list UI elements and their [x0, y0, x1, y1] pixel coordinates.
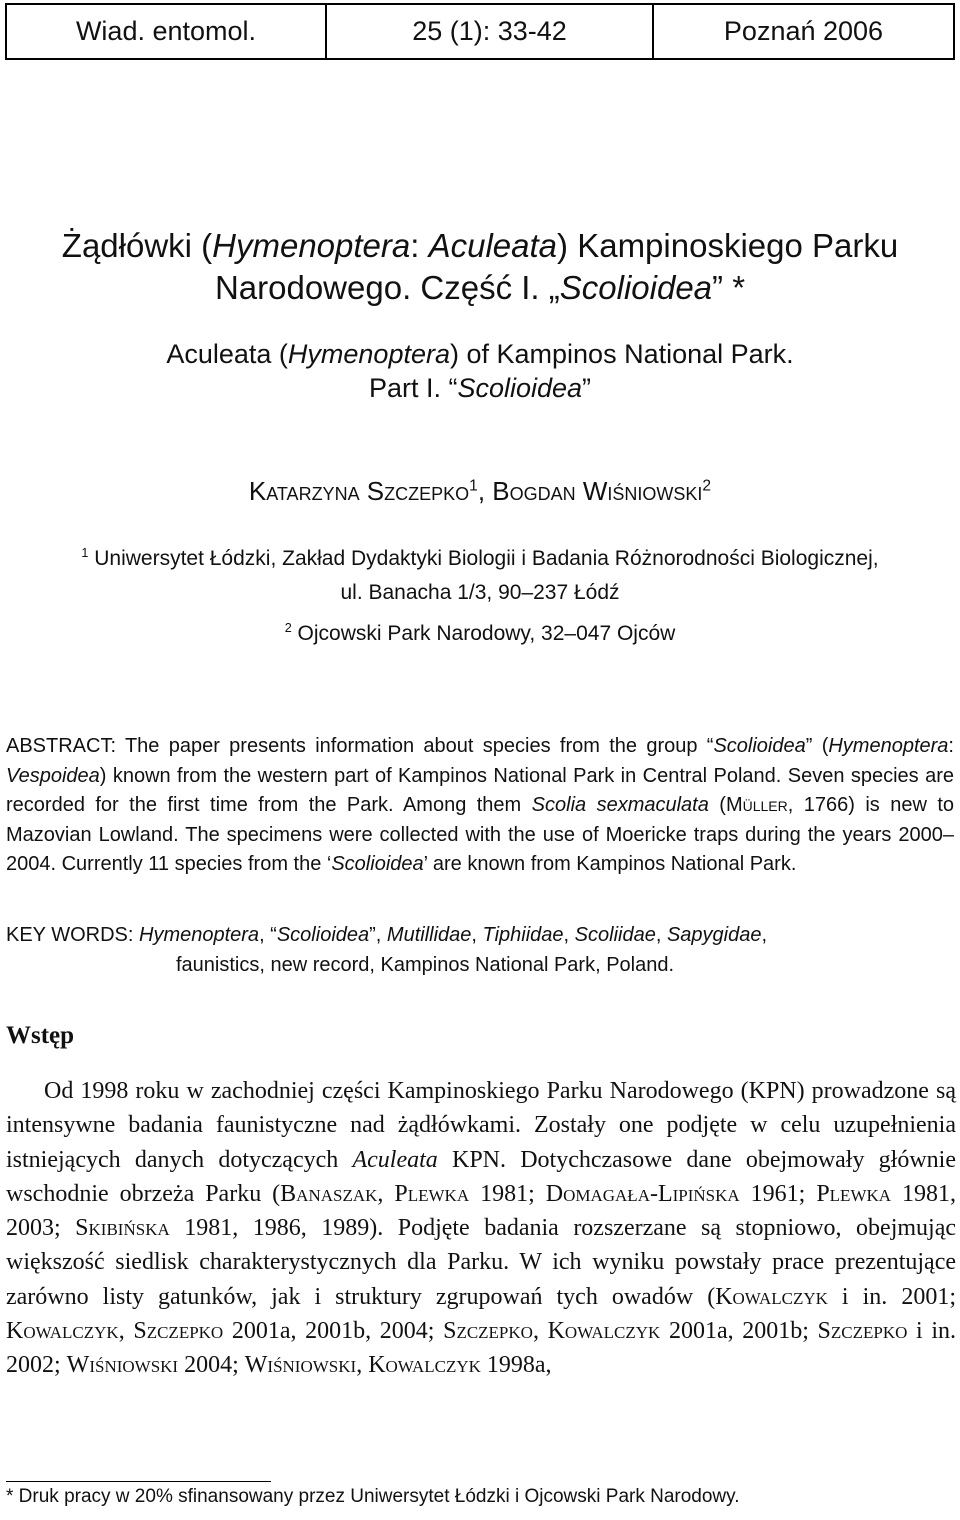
footnote: * Druk pracy w 20% sfinansowany przez Uniwersytet Łódzki i Ojcowski Park Narodowy. [6, 1486, 740, 1507]
keyword: Tiphiidae [482, 924, 564, 946]
author-affiliation-mark: 2 [702, 477, 712, 495]
author-name: Bogdan Wiśniowski [492, 476, 703, 506]
body-text: Od 1998 roku w zachodniej części Kampinoskiego Parku Narodowego (KPN) prowadzone są intensywne badania faunistyczne nad żądłówkami. Zostały one podjęte w celu uzupełnienia istniejących danych dotyczących [6, 1078, 956, 1173]
authors-line [0, 476, 960, 507]
body-text: i in. 2001; [827, 1283, 956, 1310]
citation-author: Domagała-Lipińska [545, 1180, 740, 1207]
journal-name: Wiad. entomol. [7, 5, 327, 58]
citation-author: Plewka [816, 1180, 892, 1207]
english-title [0, 337, 960, 405]
body-text: 2001a, 2001b, 2004; [223, 1318, 444, 1345]
body-taxon: Aculeata [352, 1146, 438, 1173]
abstract-taxon: Scolioidea [713, 735, 806, 757]
keyword-sep: , [655, 924, 667, 946]
abstract-text: ( [708, 794, 726, 816]
citation-author: Kowalczyk [368, 1352, 481, 1379]
abstract-text: : [948, 735, 954, 757]
affiliation-text: ul. Banacha 1/3, 90–237 Łódź [340, 581, 620, 604]
abstract-taxon: Vespoidea [6, 764, 100, 787]
abstract-taxon: Hymenoptera [828, 735, 949, 757]
footnote-rule [6, 1481, 271, 1482]
title-taxon: Hymenoptera [212, 227, 411, 264]
body-text: 1961; [739, 1180, 817, 1207]
body-text: 1981, 1986, 1989). Podjęte badania rozszerzane są stopniowo, obejmując większość siedlisk charakterystycznych dla Parku. W ich wyniku powstały prace prezentujące zarówno listy gatunków, jak i struktury zgrupowań tych owadów ( [6, 1215, 956, 1310]
keyword-sep: , [471, 924, 483, 946]
citation-author: Kowalczyk [6, 1318, 119, 1345]
body-text: , [532, 1318, 548, 1345]
author-separator: , [477, 476, 493, 506]
abstract-text: ABSTRACT: The paper presents information about species from the group “ [6, 735, 714, 757]
subtitle-text: ) of Kampinos National Park. [450, 339, 794, 369]
author-affiliation-mark: 1 [469, 477, 478, 495]
body-text: 1998a, [480, 1352, 552, 1379]
keyword-sep: , [761, 924, 768, 946]
keyword: Mutillidae [386, 924, 472, 946]
polish-title [0, 225, 960, 309]
citation-author: Skibińska [75, 1215, 170, 1242]
journal-volume [327, 5, 654, 58]
body-text: 2004; [178, 1352, 245, 1379]
abstract-text: ) known from the western part of Kampinos National Park in Central Poland. Seven species are recorded for the first time from the Park. Among them [6, 764, 954, 816]
affiliation-mark: 2 [284, 621, 292, 635]
affiliation-1 [0, 536, 960, 610]
author-name: Katarzyna Szczepko [248, 476, 470, 506]
citation-author: Wiśniowski [66, 1352, 179, 1379]
subtitle-taxon: Scolioidea [457, 373, 583, 403]
subtitle-taxon: Hymenoptera [287, 339, 450, 369]
citation-author: Szczepko [133, 1318, 224, 1345]
abstract-text: , 1766) is new to Mazovian Lowland. The specimens were collected with the use of Moericke traps during the years 2000–2004. Currently 11 species from the ‘ [6, 794, 955, 875]
title-text: : [410, 227, 429, 264]
subtitle-text: Part I. “ [368, 373, 458, 403]
keyword: Hymenoptera [139, 924, 260, 946]
citation-author: Szczepko [443, 1318, 533, 1345]
keyword: Sapygidae [666, 924, 762, 946]
abstract-taxon: Scolioidea [331, 853, 424, 875]
subtitle-text: Aculeata ( [166, 339, 288, 369]
abstract-taxon: Scolia sexmaculata [531, 794, 709, 816]
body-text: 1981, 2003; [6, 1180, 957, 1242]
journal-header [5, 3, 955, 60]
abstract [6, 732, 954, 880]
citation-author: Plewka [394, 1180, 470, 1207]
keywords-line2: faunistics, new record, Kampinos National Park, Poland. [176, 954, 675, 976]
citation-author: Banaszak [280, 1180, 378, 1207]
body-text: KPN. Dotychczasowe dane obejmowały głównie wschodnie obrzeża Parku ( [6, 1146, 956, 1207]
body-text: 2001a, 2001b; [660, 1318, 818, 1345]
body-text: i in. 2002; [6, 1318, 957, 1379]
title-text: Narodowego. Część I. „ [214, 269, 560, 306]
citation-author: Szczepko [817, 1318, 908, 1345]
journal-place-year: Poznań 2006 [723, 16, 884, 46]
keyword: Scoliidae [574, 924, 656, 946]
section-heading: Wstęp [6, 1022, 75, 1049]
affiliation-2 [0, 611, 960, 651]
title-taxon: Aculeata [428, 227, 558, 264]
volume-text: 25 (1): 33-42 [412, 16, 567, 46]
affiliation-text: Ojcowski Park Narodowy, 32–047 Ojców [291, 622, 676, 645]
keyword-sep: , “ [259, 924, 277, 946]
citation-author: Kowalczyk [547, 1318, 661, 1345]
keyword: Scolioidea [276, 924, 370, 946]
title-text: ” * [712, 269, 746, 306]
affiliation-mark: 1 [81, 546, 89, 560]
abstract-author: Müller [725, 794, 788, 816]
subtitle-text: ” [582, 373, 592, 403]
title-text: Żądłówki ( [61, 227, 213, 264]
title-text: ) Kampinoskiego Parku [557, 227, 899, 264]
title-taxon: Scolioidea [559, 269, 713, 306]
key-words [6, 920, 954, 980]
affiliation-text: Uniwersytet Łódzki, Zakład Dydaktyki Biologii i Badania Różnorodności Biologicznej, [88, 547, 879, 570]
body-text: , [377, 1180, 395, 1207]
citation-author: Wiśniowski [244, 1352, 357, 1379]
abstract-text: ” ( [805, 735, 829, 757]
body-text: , [356, 1352, 369, 1379]
abstract-text: ’ are known from Kampinos National Park. [423, 853, 797, 875]
keyword-sep: , [563, 924, 575, 946]
body-text: , [118, 1318, 134, 1345]
keyword-sep: ”, [369, 924, 387, 946]
body-text: 1981; [469, 1180, 546, 1207]
citation-author: Kowalczyk [715, 1283, 828, 1310]
keywords-label: KEY WORDS: [6, 924, 139, 946]
body-paragraph [6, 1074, 956, 1383]
